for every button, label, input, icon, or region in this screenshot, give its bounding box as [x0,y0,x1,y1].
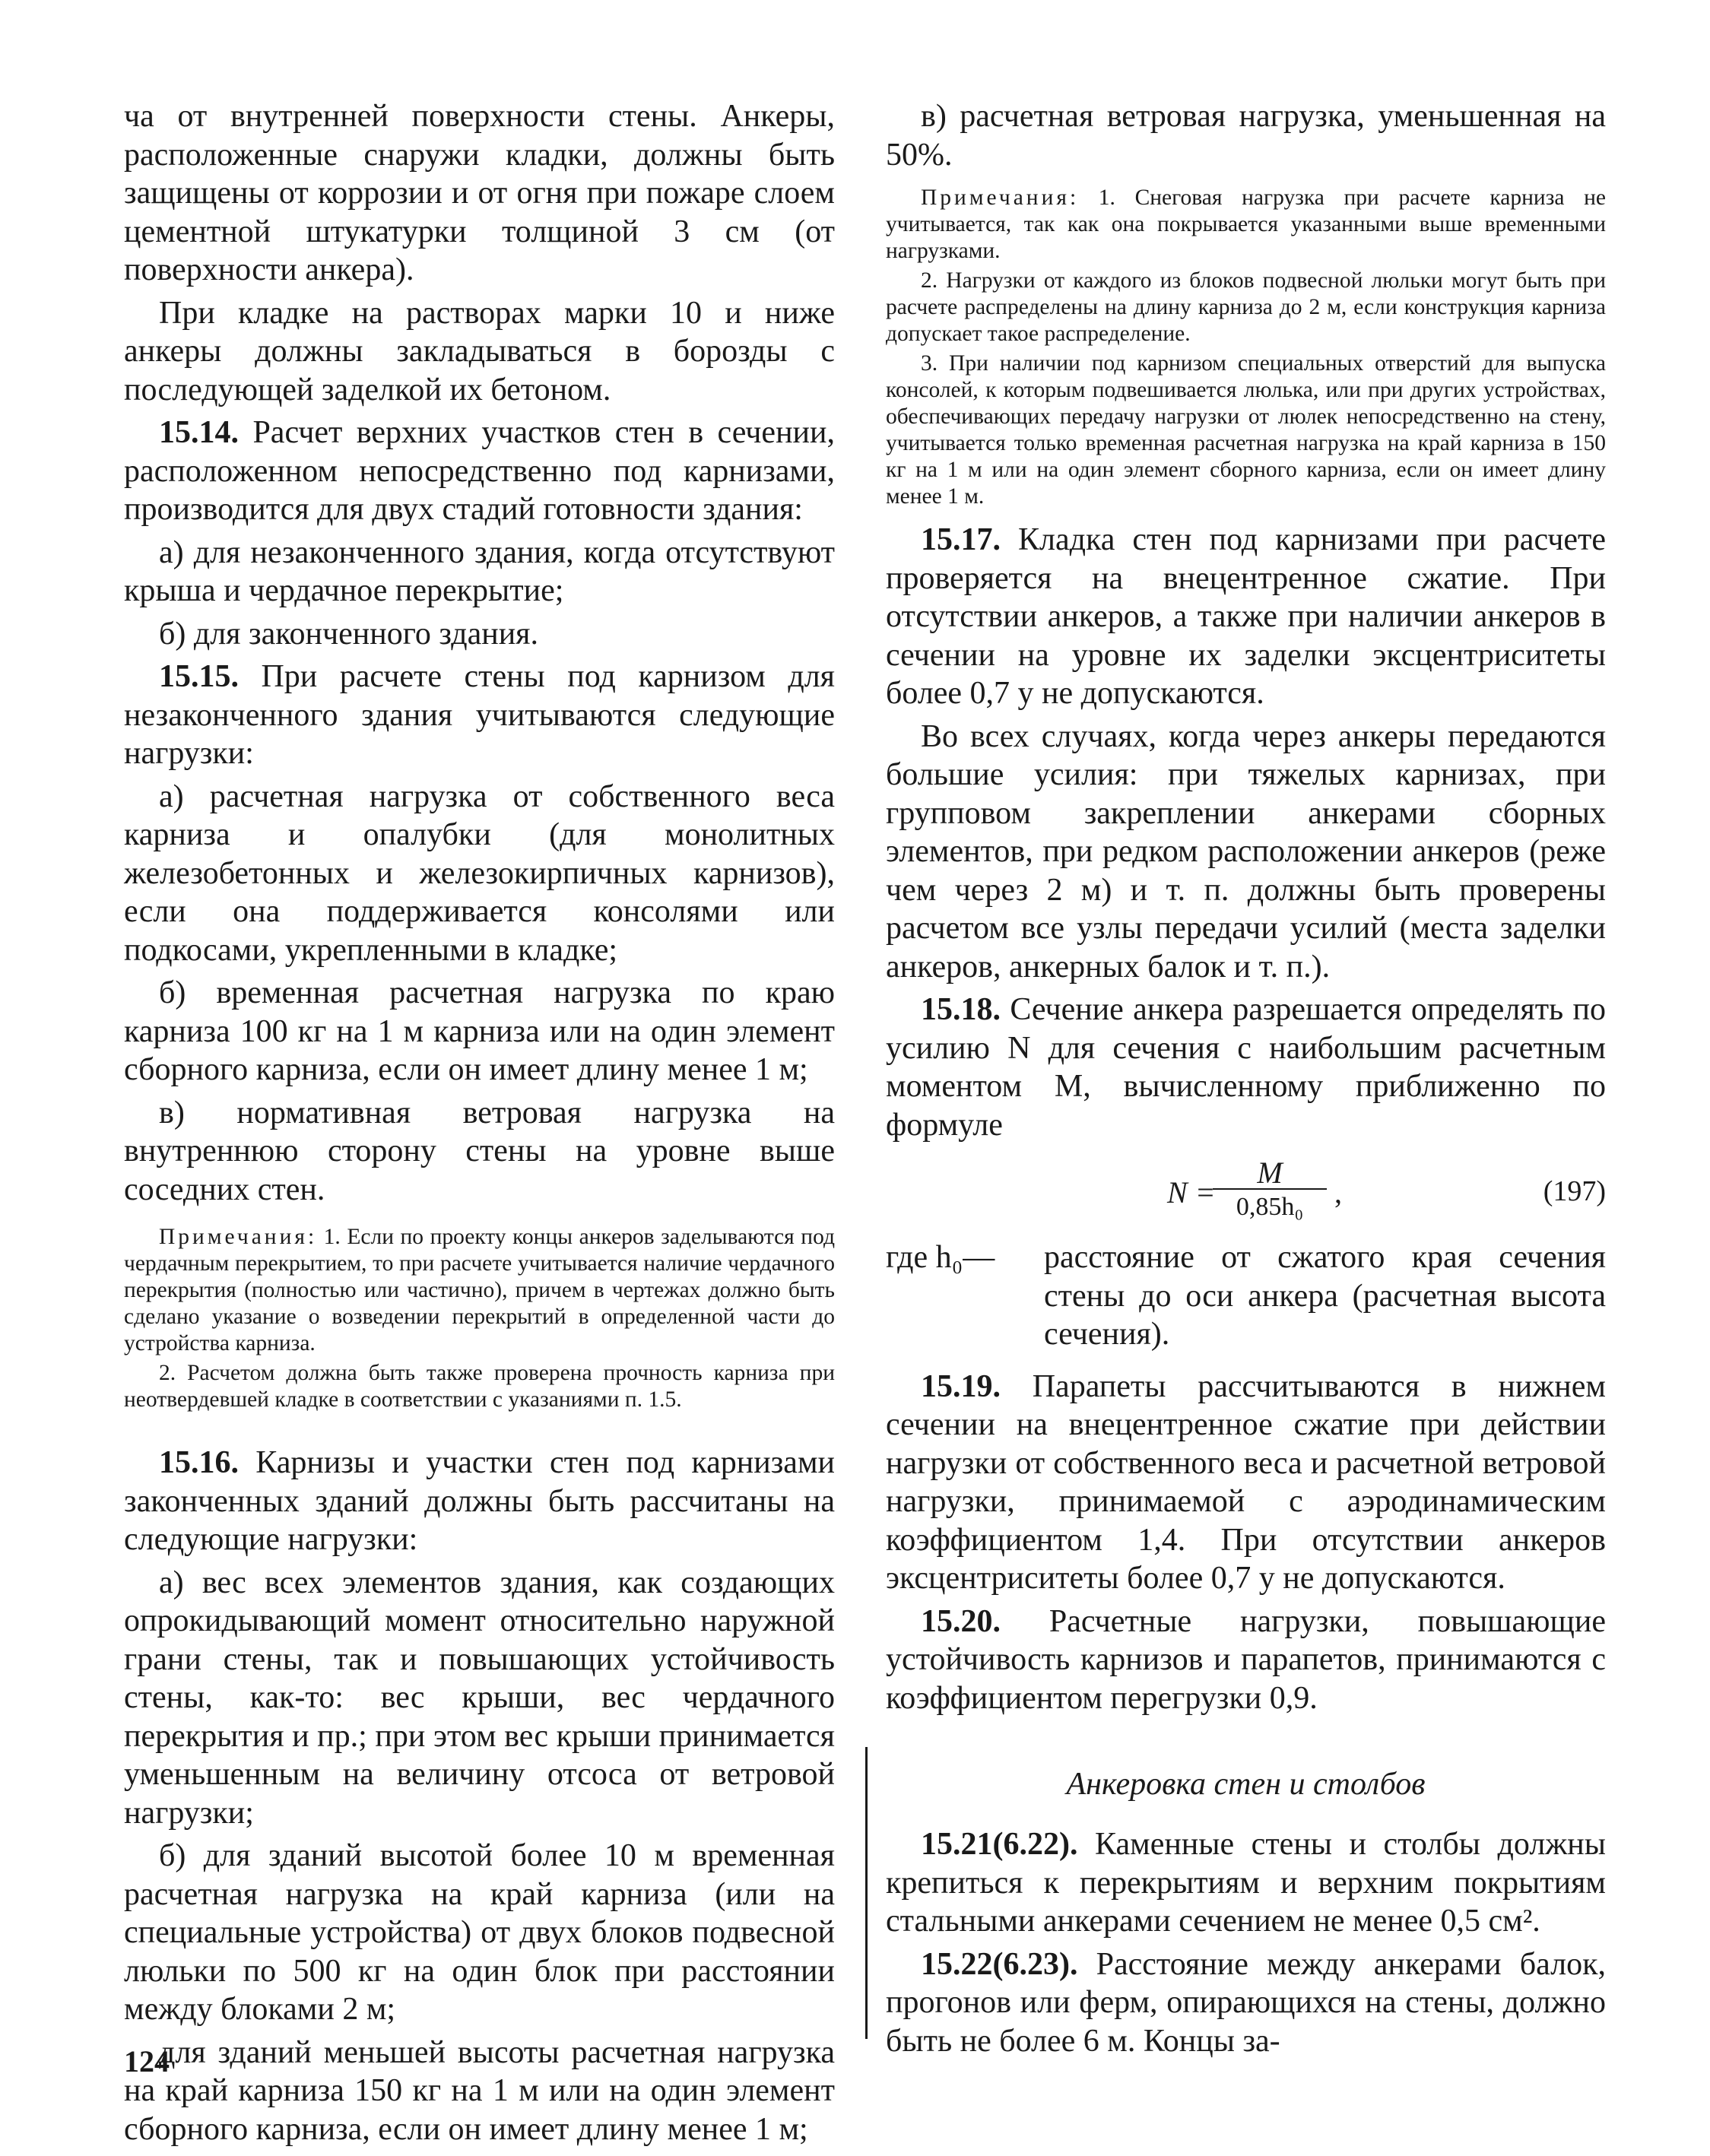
note-label: Примечания: [159,1225,318,1249]
clause-number: 15.16. [159,1445,239,1480]
formula-197 [886,1155,1606,1225]
clause-number: 15.15. [159,659,239,694]
clause-text: Расчет верхних участков стен в сечении, расположенном непосредственно под карнизами, производится для двух стадий готовности здания: [124,415,835,527]
formula-lhs: N = [1167,1175,1216,1210]
list-item: б) временная расчетная нагрузка по краю карниза 100 кг на 1 м карниза или на один элемент сборного карниза, если он имеет длину менее 1 м; [124,975,835,1087]
formula-denominator: 0,85h₀ [1236,1193,1304,1221]
clause-text: Каменные стены и столбы должны крепиться к перекрытиям и верхним покрытиям стальными анкерами сечением не менее 0,5 см². [886,1827,1606,1939]
note: 3. При наличии под карнизом специальных отверстий для выпуска консолей, к которым подвешивается люлька, или при других устройствах, обеспечивающих передачу нагрузки от люлек непосредственно на стену, учитывается только временная расчетная нагрузка на край карниза в 150 кг на 1 м или на один элемент сборного карниза, если он имеет длину менее 1 м. [886,351,1606,509]
where-definition: расстояние от сжатого края сечения стены до оси анкера (расчетная высота сечения). [1044,1240,1606,1352]
list-item: б) для зданий высотой более 10 м временная расчетная нагрузка на край карниза (или на специальные устройства) от двух блоков подвесной люльки по 500 кг на один блок при расстоянии между блоками 2 м; [124,1838,835,2027]
paragraph [886,1603,1606,1718]
paragraph [886,521,1606,713]
note [124,1224,835,1357]
list-item: в) расчетная ветровая нагрузка, уменьшенная на 50%. [886,99,1606,173]
list-item: а) вес всех элементов здания, как создающих опрокидывающий момент относительно наружной грани стены, так и повышающих устойчивость стены, как-то: вес крыши, вес чердачного перекрытия и пр.; при этом вес крыши принимается уменьшенным на величину отсоса от ветровой нагрузки; [124,1565,835,1831]
list-item: для зданий меньшей высоты расчетная нагрузка на край карниза 150 кг на 1 м или на один элемент сборного карниза, если он имеет длину менее 1 м; [124,2034,835,2147]
paragraph [886,1368,1606,1598]
paragraph [886,1945,1606,2061]
paragraph [886,991,1606,1144]
section-title: Анкеровка стен и столбов [1066,1767,1426,1802]
equation-number: (197) [1543,1175,1606,1207]
clause-text: Кладка стен под карнизами при расчете проверяется на внецентренное сжатие. При отсутствии анкеров, а также при наличии анкеров в сечении на уровне их заделки эксцентриситеты более 0,7 y не допускаются. [886,522,1606,711]
revision-bar [865,1747,868,2039]
note: 2. Расчетом должна быть также проверена прочность карниза при неотвердевшей кладке в соответствии с указаниями п. 1.5. [124,1361,835,1412]
spacer [124,1416,835,1444]
note-text: 1. Снеговая нагрузка при расчете карниза не учитывается, так как она покрывается указанными выше временными нагрузками. [886,185,1606,263]
paragraph [124,414,835,529]
clause-number: 15.14. [159,415,239,450]
clause-text: При расчете стены под карнизом для незаконченного здания учитываются следующие нагрузки: [124,659,835,771]
left-column [124,97,835,2153]
page-number: 124 [124,2044,170,2078]
formula-comma: , [1334,1175,1342,1210]
clause-text: Расчетные нагрузки, повышающие устойчивость карнизов и парапетов, принимаются с коэффициентом перегрузки 0,9. [886,1603,1606,1716]
note: 2. Нагрузки от каждого из блоков подвесной люльки могут быть при расчете распределены на длину карниза до 2 м, если конструкция карниза допускает такое распределение. [886,268,1606,346]
paragraph [124,1444,835,1559]
clause-text: Карнизы и участки стен под карнизами законченных зданий должны быть рассчитаны на следующие нагрузки: [124,1445,835,1557]
note-label: Примечания: [921,185,1080,210]
paragraph: Во всех случаях, когда через анкеры передаются большие усилия: при тяжелых карнизах, при групповом закреплении анкерами сборных элементов, при редком расположении анкеров (реже чем через 2 м) и т. п. должны быть проверены расчетом все узлы передачи усилий (места заделки анкеров, анкерных балок и т. п.). [886,718,1606,984]
paragraph [886,1825,1606,1941]
list-item: б) для законченного здания. [159,616,538,652]
clause-number: 15.19. [921,1368,1001,1404]
note [886,185,1606,265]
list-item: а) расчетная нагрузка от собственного веса карниза и опалубки (для монолитных железобетонных и железокирпичных карнизов), если она поддерживается консолями или подкосами, укрепленными в кладке; [124,778,835,968]
clause-text: Расстояние между анкерами балок, прогонов или ферм, опирающихся на стены, должно быть не более 6 м. Концы за- [886,1946,1606,2059]
list-item: в) нормативная ветровая нагрузка на внутреннюю сторону стены на уровне выше соседних стен. [124,1095,835,1207]
formula-numerator: M [1257,1156,1283,1190]
formula-fraction [1213,1155,1327,1222]
clause-number: 15.22(6.23). [921,1946,1078,1982]
list-item: а) для незаконченного здания, когда отсутствуют крыша и чердачное перекрытие; [124,534,835,608]
note-text: 1. Если по проекту концы анкеров заделываются под чердачным перекрытием, то при расчете учитывается наличие чердачного перекрытия (полностью или частично), причем в чертежах должно быть сделано указание о возведении перекрытий в определенной части до устройства карниза. [124,1225,835,1355]
paragraph [124,658,835,773]
clause-number: 15.21(6.22). [921,1827,1078,1862]
clause-text: Сечение анкера разрешается определять по усилию N для сечения с наибольшим расчетным моментом M, вычисленному приближенно по формуле [886,992,1606,1143]
paragraph: При кладке на растворах марки 10 и ниже анкеры должны закладываться в борозды с последующей заделкой их бетоном. [124,295,835,407]
clause-number: 15.18. [921,992,1001,1027]
clause-text: Парапеты рассчитываются в нижнем сечении на внецентренное сжатие при действии нагрузки от собственного веса и расчетной ветровой нагрузки, принимаемой с аэродинамическим коэффициентом 1,4. При отсутствии анкеров эксцентриситеты более 0,7 y не допускаются. [886,1368,1606,1596]
paragraph: ча от внутренней поверхности стены. Анкеры, расположенные снаружи кладки, должны быть защищены от коррозии и от огня при пожаре слоем цементной штукатурки толщиной 3 см (от поверхности анкера). [124,99,835,287]
where-lead: где h₀— [886,1240,995,1275]
right-column [886,97,1606,2065]
clause-number: 15.20. [921,1603,1001,1639]
where-clause [886,1238,1606,1354]
clause-number: 15.17. [921,522,1001,557]
